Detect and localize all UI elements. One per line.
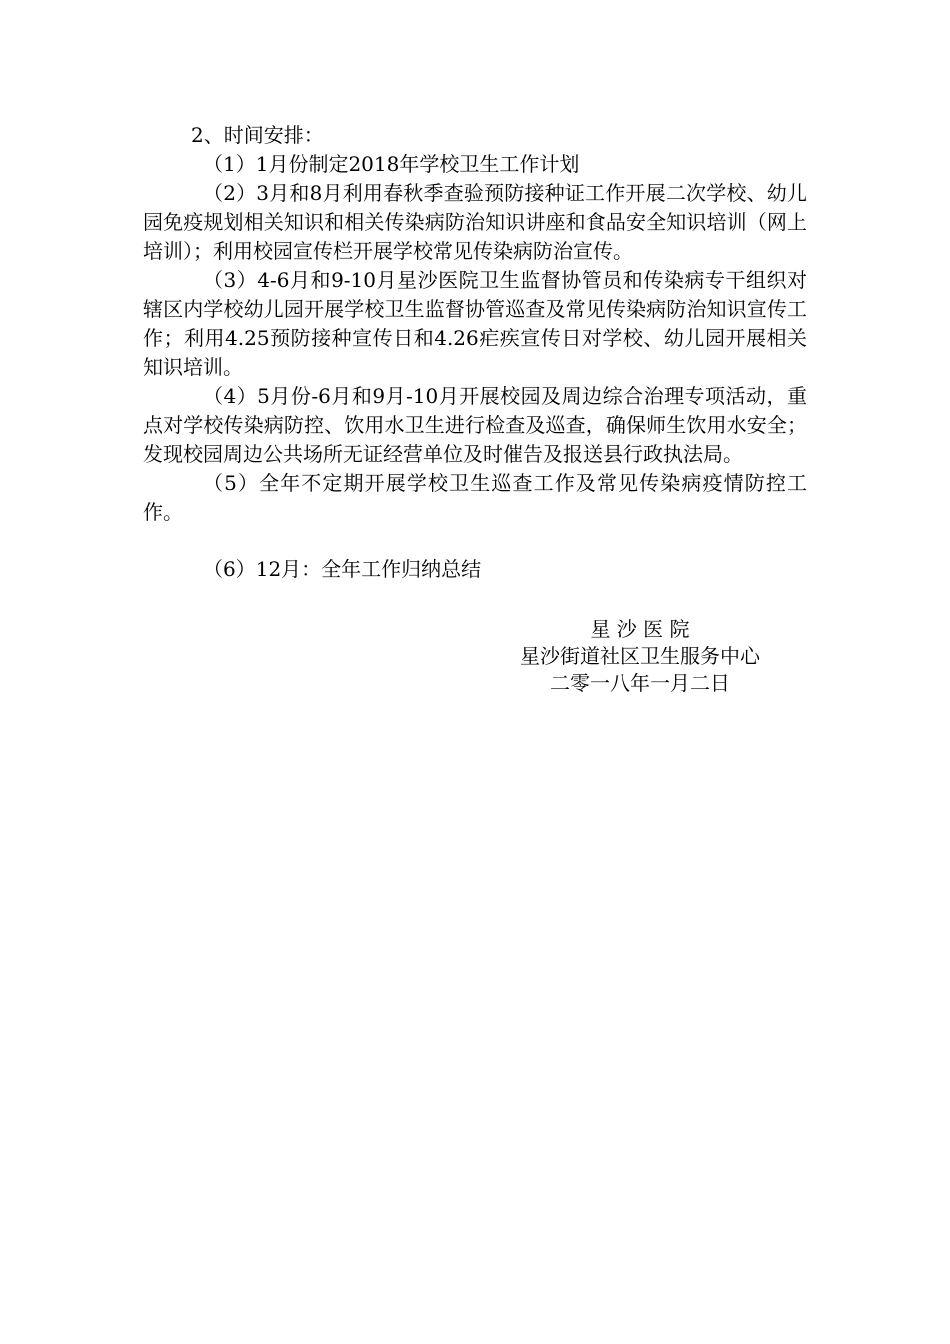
schedule-item-5: （5）全年不定期开展学校卫生巡查工作及常见传染病疫情防控工作。 (143, 471, 807, 524)
section-heading: 2、时间安排： (191, 123, 324, 147)
schedule-item-1: （1）1月份制定2018年学校卫生工作计划 (203, 152, 580, 176)
schedule-item-6: （6）12月：全年工作归纳总结 (203, 557, 482, 581)
signature-date: 二零一八年一月二日 (550, 671, 730, 695)
document-body (143, 121, 807, 584)
paragraph-gap (143, 527, 807, 555)
signature-org-center: 星沙街道社区卫生服务中心 (520, 644, 760, 668)
schedule-item-2: （2）3月和8月利用春秋季查验预防接种证工作开展二次学校、幼儿园免疫规划相关知识和相关传染病防治知识讲座和食品安全知识培训（网上培训）；利用校园宣传栏开展学校常见传染病防治宣传。 (143, 181, 807, 263)
signature-block (500, 616, 780, 697)
schedule-item-3: （3）4-6月和9-10月星沙医院卫生监督协管员和传染病专干组织对辖区内学校幼儿园开展学校卫生监督协管巡查及常见传染病防治知识宣传工作；利用4.25预防接种宣传日和4.26疟疾宣传日对学校、幼儿园开展相关知识培训。 (143, 268, 807, 379)
schedule-item-4: （4）5月份-6月和9月-10月开展校园及周边综合治理专项活动，重点对学校传染病防控、饮用水卫生进行检查及巡查，确保师生饮用水安全；发现校园周边公共场所无证经营单位及时催告及报送县行政执法局。 (143, 384, 807, 466)
signature-org-hospital: 星 沙 医 院 (590, 617, 690, 641)
